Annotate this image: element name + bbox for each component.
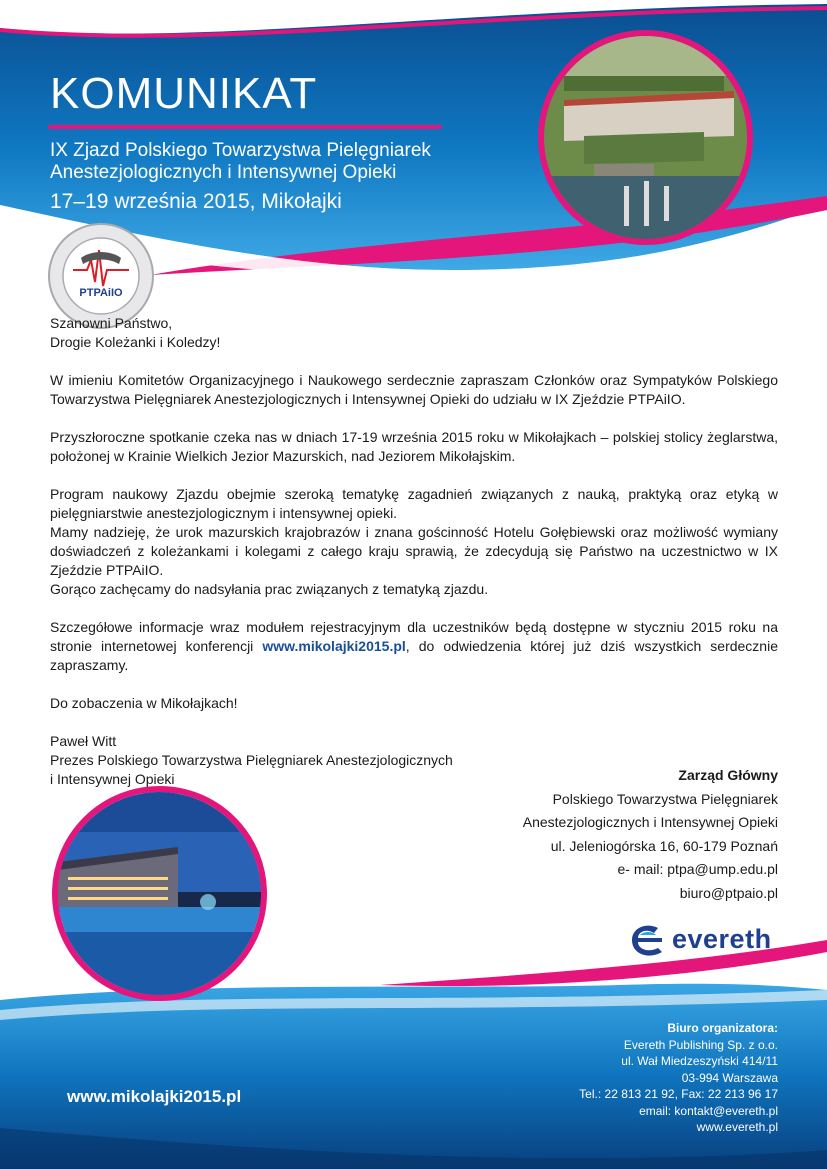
program-text: Program naukowy Zjazdu obejmie szeroką tematykę zagadnień związanych z nauką, praktyką oraz etyką w pielęgniarstwie anestezjologicznym i intensywnej opieki. xyxy=(50,486,778,521)
org-line-1: Evereth Publishing Sp. z o.o. xyxy=(623,1037,778,1052)
address-email-2[interactable]: biuro@ptpaio.pl xyxy=(679,884,778,901)
title-underline xyxy=(48,125,442,129)
hotel-photo xyxy=(538,30,753,245)
org-heading: Biuro organizatora: xyxy=(667,1021,778,1035)
paragraph-details xyxy=(50,618,778,675)
conference-link[interactable]: www.mikolajki2015.pl xyxy=(262,638,406,654)
encourage-text: Gorąco zachęcamy do nadsyłania prac związanych z tematyką zjazdu. xyxy=(50,581,489,597)
closing-line: Do zobaczenia w Mikołajkach! xyxy=(50,695,238,711)
page-title: KOMUNIKAT xyxy=(50,69,318,118)
details-text-before: Szczegółowe informacje wraz modułem rejestracyjnym dla uczestników będą dostępne w styczniu 2015 roku na stronie internetowej konferencji xyxy=(50,619,778,654)
signature-title-1: Prezes Polskiego Towarzystwa Pielęgniarek Anestezjologicznych xyxy=(50,752,453,768)
letter-body xyxy=(50,314,778,789)
address-line-1: Polskiego Towarzystwa Pielęgniarek xyxy=(552,790,778,807)
org-phone: Tel.: 22 813 21 92, Fax: 22 213 96 17 xyxy=(579,1087,778,1101)
details-text-after: , do odwiedzenia której już dziś wszystkich serdecznie zapraszamy. xyxy=(50,638,778,673)
hotel-night-photo xyxy=(52,786,267,1001)
event-subtitle xyxy=(50,140,470,184)
org-email[interactable]: email: kontakt@evereth.pl xyxy=(639,1103,778,1118)
footer-website-link[interactable]: www.mikolajki2015.pl xyxy=(67,1087,242,1106)
address-line-3: ul. Jeleniogórska 16, 60-179 Poznań xyxy=(550,837,778,854)
paragraph-venue: Przyszłoroczne spotkanie czeka nas w dniach 17-19 września 2015 roku w Mikołajkach – polskiej stolicy żeglarstwa, położonej w Krainie Wielkich Jezior Mazurskich, nad Jeziorem Mikołajskim. xyxy=(50,429,778,464)
brand-name: evereth xyxy=(672,924,772,954)
signature-title-2: i Intensywnej Opieki xyxy=(50,771,175,787)
hope-text: Mamy nadzieję, że urok mazurskich krajobrazów i znana gościnność Hotelu Gołębiewski oraz możliwość wymiany doświadczeń z koleżankami i kolegami z całego kraju sprawią, że zdecydują się Państwo na uczestnictwo w IX Zjeździe PTPAiIO. xyxy=(50,524,778,578)
address-heading: Zarząd Główny xyxy=(678,767,778,783)
address-email[interactable]: e- mail: ptpa@ump.edu.pl xyxy=(617,861,778,877)
logo-abbr: PTPAiIO xyxy=(79,287,123,299)
address-line-2: Anestezjologicznych i Intensywnej Opieki xyxy=(522,814,778,830)
org-website[interactable]: www.evereth.pl xyxy=(696,1120,778,1134)
evereth-swoosh-icon xyxy=(628,922,668,958)
paragraph-invitation: W imieniu Komitetów Organizacyjnego i Naukowego serdecznie zapraszam Członków oraz Sympatyków Polskiego Towarzystwa Pielęgniarek Anestezjologicznych i Intensywnej Opieki do udziału w IX Zjeździe PTPAiIO. xyxy=(50,372,778,407)
org-line-3: 03-994 Warszawa xyxy=(681,1070,778,1085)
subtitle-line-1: IX Zjazd Polskiego Towarzystwa Pielęgniarek xyxy=(50,140,431,161)
greeting-line-2: Drogie Koleżanki i Koledzy! xyxy=(50,334,221,350)
signature-name: Paweł Witt xyxy=(50,733,117,749)
event-date-place: 17–19 września 2015, Mikołajki xyxy=(50,190,342,213)
paragraph-program xyxy=(50,485,778,599)
greeting xyxy=(50,314,778,352)
evereth-logo xyxy=(628,922,780,960)
organizer-office xyxy=(579,1020,778,1136)
org-line-2: ul. Wał Miedzeszyński 414/11 xyxy=(621,1054,778,1068)
board-address xyxy=(523,764,778,905)
greeting-line-1: Szanowni Państwo, xyxy=(50,315,173,331)
subtitle-line-2: Anestezjologicznych i Intensywnej Opieki xyxy=(50,162,397,183)
